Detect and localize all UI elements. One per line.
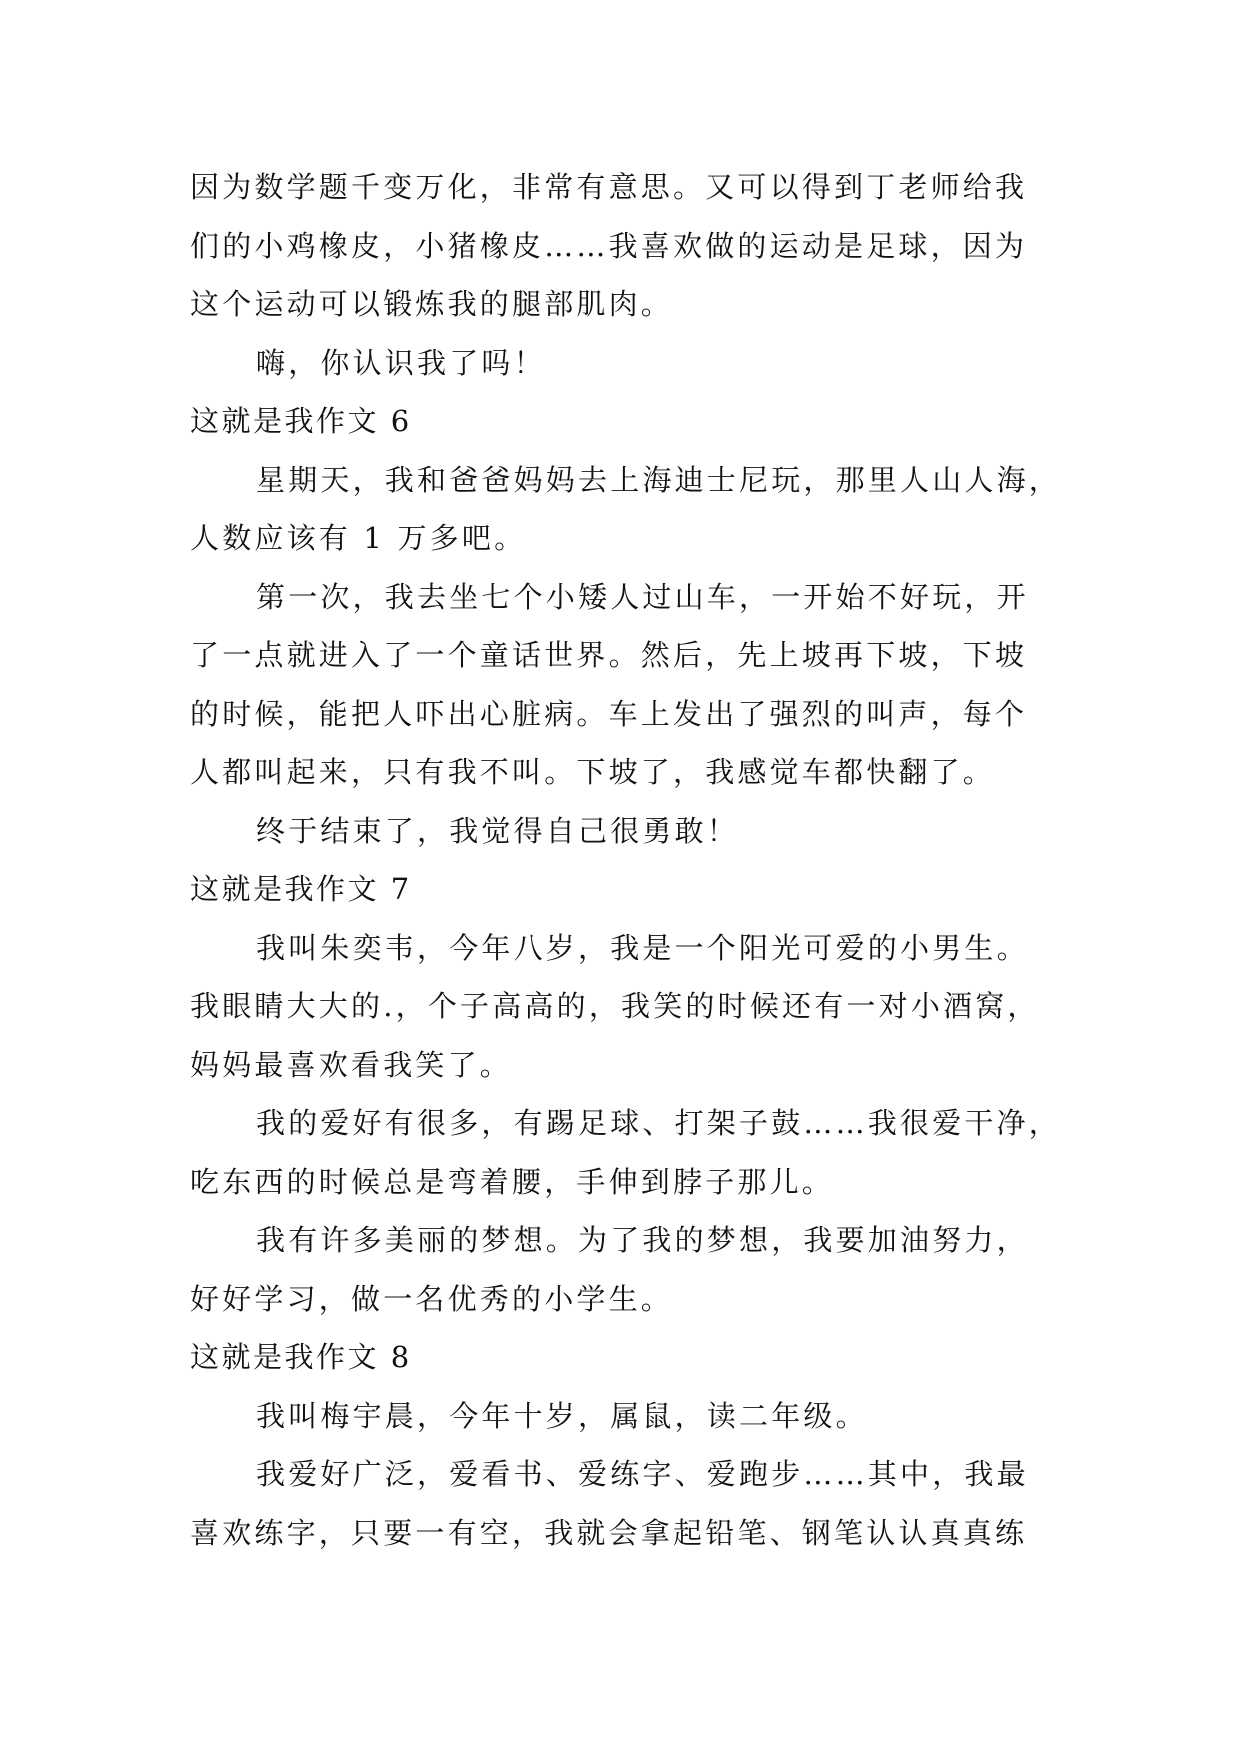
text-line: 这个运动可以锻炼我的腿部肌肉。 [190,287,674,321]
section-heading: 这就是我作文 7 [190,872,412,906]
text-line: 星期天，我和爸爸妈妈去上海迪士尼玩，那里人山人海， [256,462,1062,497]
text-line: 了一点就进入了一个童话世界。然后，先上坡再下坡，下坡 [190,638,1028,672]
text-line: 我爱好广泛，爱看书、爱练字、爱跑步……其中，我最 [256,1457,1029,1491]
section-heading: 这就是我作文 8 [190,1340,412,1374]
text-line: 人都叫起来，只有我不叫。下坡了，我感觉车都快翻了。 [190,755,996,789]
text-line: 我眼睛大大的.，个子高高的，我笑的时候还有一对小酒窝， [190,989,1040,1023]
text-line: 嗨，你认识我了吗！ [256,345,546,380]
text-line: 因为数学题千变万化，非常有意思。又可以得到丁老师给我 [190,170,1028,204]
text-line: 的时候，能把人吓出心脏病。车上发出了强烈的叫声，每个 [190,696,1028,731]
text-line: 吃东西的时候总是弯着腰，手伸到脖子那儿。 [190,1164,835,1199]
text-line: 终于结束了，我觉得自己很勇敢！ [256,813,740,848]
text-line: 人数应该有 1 万多吧。 [190,521,527,555]
text-line: 好好学习，做一名优秀的小学生。 [190,1281,674,1316]
text-line: 我有许多美丽的梦想。为了我的梦想，我要加油努力， [256,1223,1029,1257]
section-heading: 这就是我作文 6 [190,404,412,438]
text-line: 喜欢练字，只要一有空，我就会拿起铅笔、钢笔认认真真练 [190,1515,1028,1550]
text-line: 第一次，我去坐七个小矮人过山车，一开始不好玩，开 [256,579,1029,614]
text-line: 们的小鸡橡皮，小猪橡皮……我喜欢做的运动是足球，因为 [190,228,1028,263]
text-line: 妈妈最喜欢看我笑了。 [190,1047,513,1082]
text-line: 我的爱好有很多，有踢足球、打架子鼓……我很爱干净， [256,1106,1062,1140]
essay-text [190,158,1070,1562]
text-line: 我叫朱奕韦，今年八岁，我是一个阳光可爱的小男生。 [256,930,1029,965]
text-line: 我叫梅宇晨，今年十岁，属鼠，读二年级。 [256,1398,868,1433]
